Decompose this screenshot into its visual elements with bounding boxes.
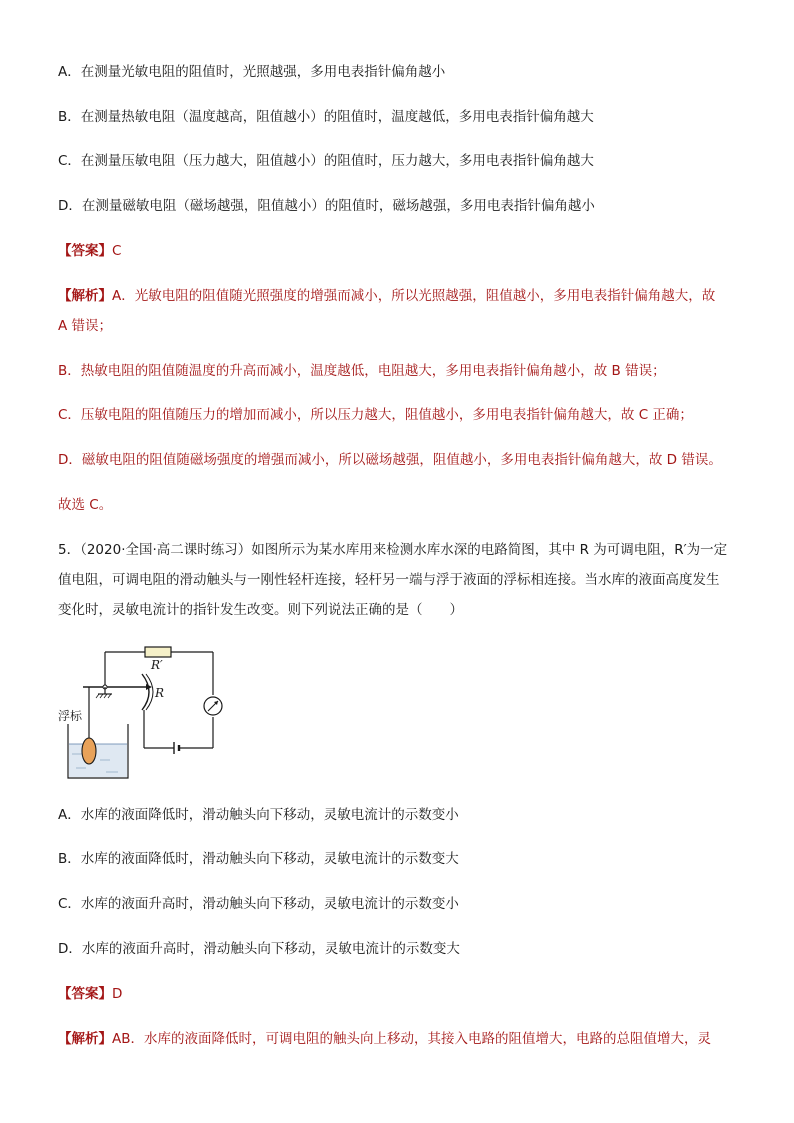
q4-analysis-line-2: A 错误； xyxy=(58,318,113,334)
q4-option-c: C．在测量压敏电阻（压力越大，阻值越小）的阻值时，压力越大，多用电表指针偏角越大 xyxy=(58,153,594,169)
float-buoy xyxy=(82,738,96,764)
q5-circuit-diagram xyxy=(58,642,238,782)
q4-answer-label: 【答案】 xyxy=(58,243,112,259)
q4-option-d: D．在测量磁敏电阻（磁场越强，阻值越小）的阻值时，磁场越强，多用电表指针偏角越小 xyxy=(58,198,595,214)
q4-analysis-text-1: A．光敏电阻的阻值随光照强度的增强而减小，所以光照越强，阻值越小，多用电表指针偏角越大，故 xyxy=(112,288,716,304)
variable-resistor-arc xyxy=(142,674,149,710)
fixed-resistor xyxy=(145,647,171,657)
q5-option-c: C．水库的液面升高时，滑动触头向下移动，灵敏电流计的示数变小 xyxy=(58,896,459,912)
q4-answer-value: C xyxy=(112,243,122,259)
q4-analysis-line-4: C．压敏电阻的阻值随压力的增加而减小，所以压力越大，阻值越小，多用电表指针偏角越大，故 C 正确； xyxy=(58,407,693,423)
q5-stem-line-2: 值电阻，可调电阻的滑动触头与一刚性轻杆连接，轻杆另一端与浮于液面的浮标相连接。当水库的液面高度发生 xyxy=(58,572,720,588)
q5-answer-label: 【答案】 xyxy=(58,986,112,1002)
q4-analysis-line-5: D．磁敏电阻的阻值随磁场强度的增强而减小，所以磁场越强，阻值越小，多用电表指针偏角越大，故 D 错误。 xyxy=(58,452,722,468)
pivot-hatch-1 xyxy=(96,694,99,698)
fixed-resistor-label: R′ xyxy=(151,658,163,672)
variable-resistor-label: R xyxy=(155,686,165,700)
q4-analysis-line-1 xyxy=(58,286,748,306)
q5-stem-line-1: 5．（2020·全国·高二课时练习）如图所示为某水库用来检测水库水深的电路简图，其中 R 为可调电阻，R′为一定 xyxy=(58,542,728,558)
water xyxy=(69,744,127,777)
q4-analysis-label: 【解析】 xyxy=(58,288,112,304)
q5-analysis-text-1: AB．水库的液面降低时，可调电阻的触头向上移动，其接入电路的阻值增大，电路的总阻值增大，灵 xyxy=(112,1031,711,1047)
q5-option-a: A．水库的液面降低时，滑动触头向下移动，灵敏电流计的示数变小 xyxy=(58,807,459,823)
q5-answer-value: D xyxy=(112,986,123,1002)
q5-analysis-label: 【解析】 xyxy=(58,1031,112,1047)
q4-option-a: A．在测量光敏电阻的阻值时，光照越强，多用电表指针偏角越小 xyxy=(58,64,446,80)
q5-answer xyxy=(58,984,748,1004)
q5-analysis-line-1 xyxy=(58,1029,748,1049)
q4-analysis-line-3: B．热敏电阻的阻值随温度的升高而减小，温度越低，电阻越大，多用电表指针偏角越小，故 B 错误； xyxy=(58,363,666,379)
q4-option-b: B．在测量热敏电阻（温度越高，阻值越小）的阻值时，温度越低，多用电表指针偏角越大 xyxy=(58,109,594,125)
q4-answer xyxy=(58,241,748,261)
q5-option-d: D．水库的液面升高时，滑动触头向下移动，灵敏电流计的示数变大 xyxy=(58,941,460,957)
q4-analysis-line-6: 故选 C。 xyxy=(58,497,113,513)
q5-option-b: B．水库的液面降低时，滑动触头向下移动，灵敏电流计的示数变大 xyxy=(58,851,459,867)
float-label: 浮标 xyxy=(58,709,83,723)
q5-stem-line-3: 变化时，灵敏电流计的指针发生改变。则下列说法正确的是（ ） xyxy=(58,602,463,618)
